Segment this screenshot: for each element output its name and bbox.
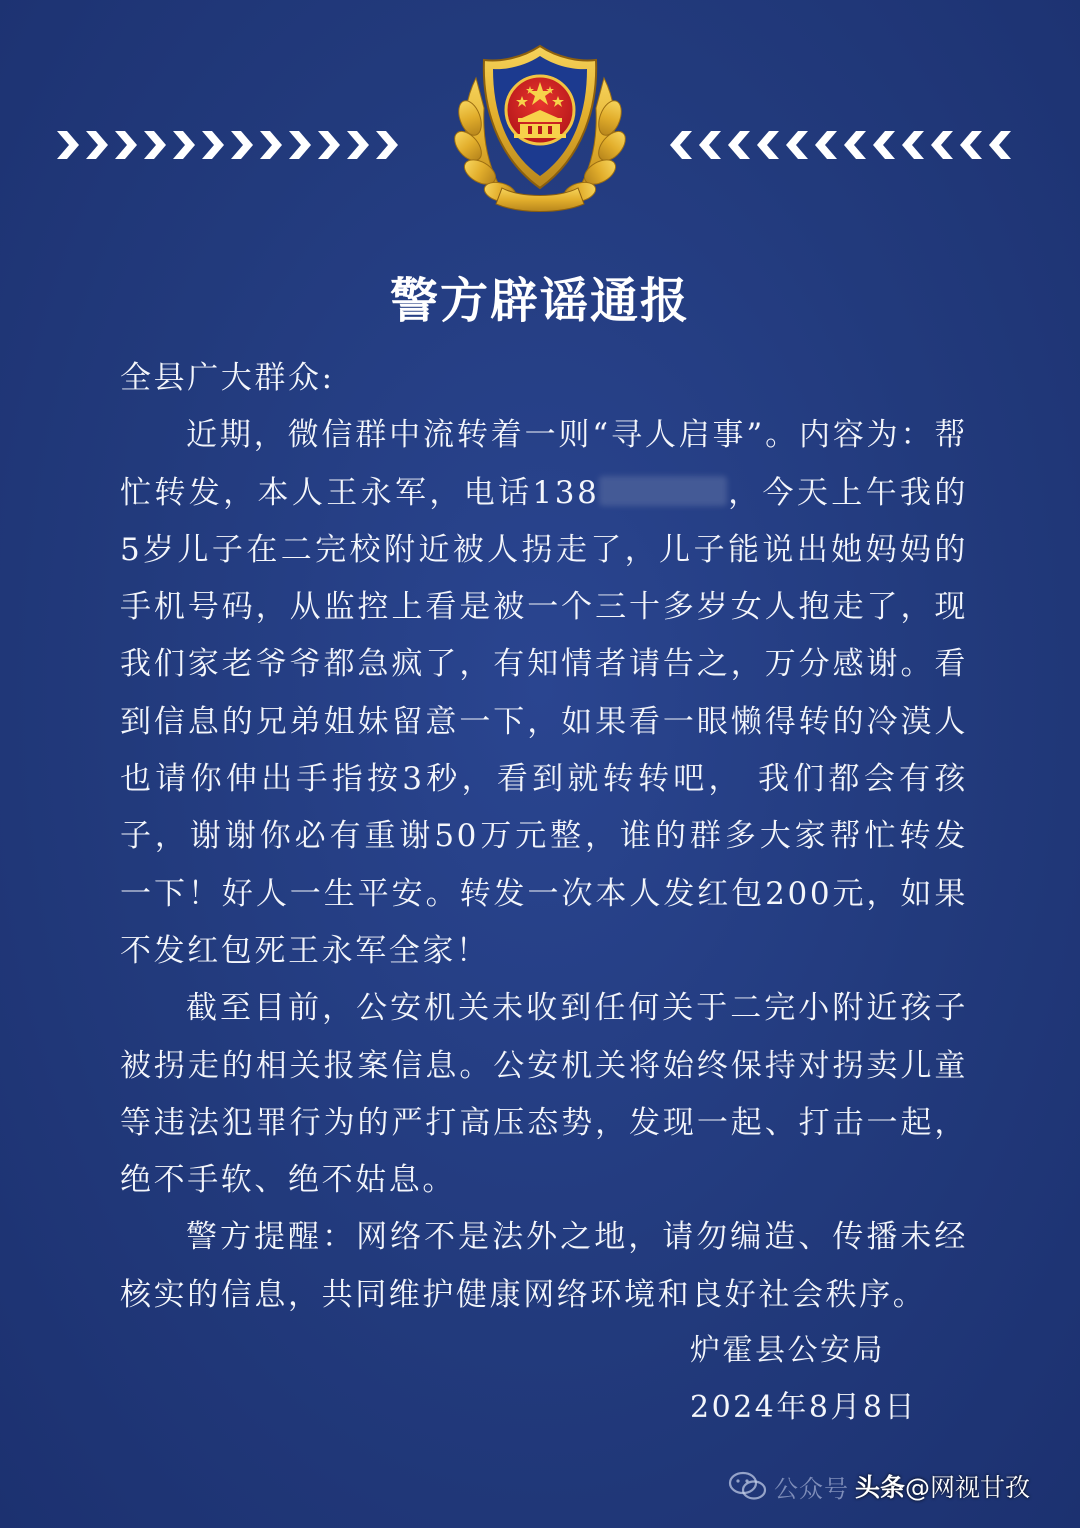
watermark-source: 公众号 — [774, 1474, 849, 1503]
wechat-icon — [728, 1470, 768, 1502]
chevron-arrow-icon — [287, 127, 313, 163]
chevron-arrow-icon — [958, 127, 984, 163]
chevron-arrow-icon — [929, 127, 955, 163]
issuer-name: 炉霍县公安局 — [690, 1333, 885, 1368]
chevron-arrow-icon — [726, 127, 752, 163]
chevron-arrow-icon — [871, 127, 897, 163]
issue-date: 2024年8月8日 — [690, 1390, 918, 1425]
chevron-arrow-icon — [200, 127, 226, 163]
chevron-arrow-icon — [813, 127, 839, 163]
chevron-arrow-icon — [755, 127, 781, 163]
chevron-arrow-icon — [316, 127, 342, 163]
chevron-arrow-icon — [374, 127, 400, 163]
watermark-account: @网视甘孜 — [905, 1473, 1031, 1502]
redacted-phone-number — [599, 476, 727, 506]
right-chevron-row — [668, 122, 1016, 168]
watermark-brand: 头条 — [855, 1473, 906, 1502]
chevron-arrow-icon — [55, 127, 81, 163]
salutation: 全县广大群众: — [120, 360, 335, 396]
chevron-arrow-icon — [900, 127, 926, 163]
chevron-arrow-icon — [668, 127, 694, 163]
paragraph-police-findings: 截至目前，公安机关未收到任何关于二完小附近孩子被拐走的相关报案信息。公安机关将始终保持对拐卖儿童等违法犯罪行为的严打高压态势，发现一起、打击一起，绝不手软、绝不姑息。 — [120, 990, 968, 1199]
chevron-arrow-icon — [142, 127, 168, 163]
chevron-arrow-icon — [987, 127, 1013, 163]
notice-body — [120, 350, 968, 1324]
left-chevron-row — [55, 122, 403, 168]
rumor-text-part-1: 近期，微信群中流转着一则“寻人启事”。内容为：帮忙转发，本人王永军，电话138 — [120, 417, 968, 511]
paragraph-rumor-content — [120, 407, 968, 980]
chevron-arrow-icon — [345, 127, 371, 163]
chevron-arrow-icon — [113, 127, 139, 163]
chevron-arrow-icon — [842, 127, 868, 163]
page-title: 警方辟谣通报 — [389, 273, 690, 329]
chevron-arrow-icon — [697, 127, 723, 163]
watermark — [728, 1466, 1030, 1506]
chevron-arrow-icon — [784, 127, 810, 163]
chevron-arrow-icon — [171, 127, 197, 163]
rumor-text-part-2: ，今天上午我的5岁儿子在二完校附近被人拐走了，儿子能说出她妈妈的手机号码，从监控上看是被一个三十多岁女人抱走了，现我们家老爷爷都急疯了，有知情者请告之，万分感谢。看到信息的兄弟姐妹留意一下，如果看一眼懒得转的冷漠人也请你伸出手指按3秒，看到就转转吧， 我们都会有孩子，谢谢你必有重谢50万元整，谁的群多大家帮忙转发一下！好人一生平安。转发一次本人发红包200元，如果不发红包死王永军全家！ — [120, 474, 968, 969]
chevron-arrow-icon — [258, 127, 284, 163]
police-emblem — [440, 38, 640, 220]
paragraph-police-reminder: 警方提醒：网络不是法外之地，请勿编造、传播未经核实的信息，共同维护健康网络环境和良好社会秩序。 — [120, 1219, 968, 1313]
chevron-arrow-icon — [229, 127, 255, 163]
signature-block — [690, 1322, 917, 1436]
chevron-arrow-icon — [84, 127, 110, 163]
